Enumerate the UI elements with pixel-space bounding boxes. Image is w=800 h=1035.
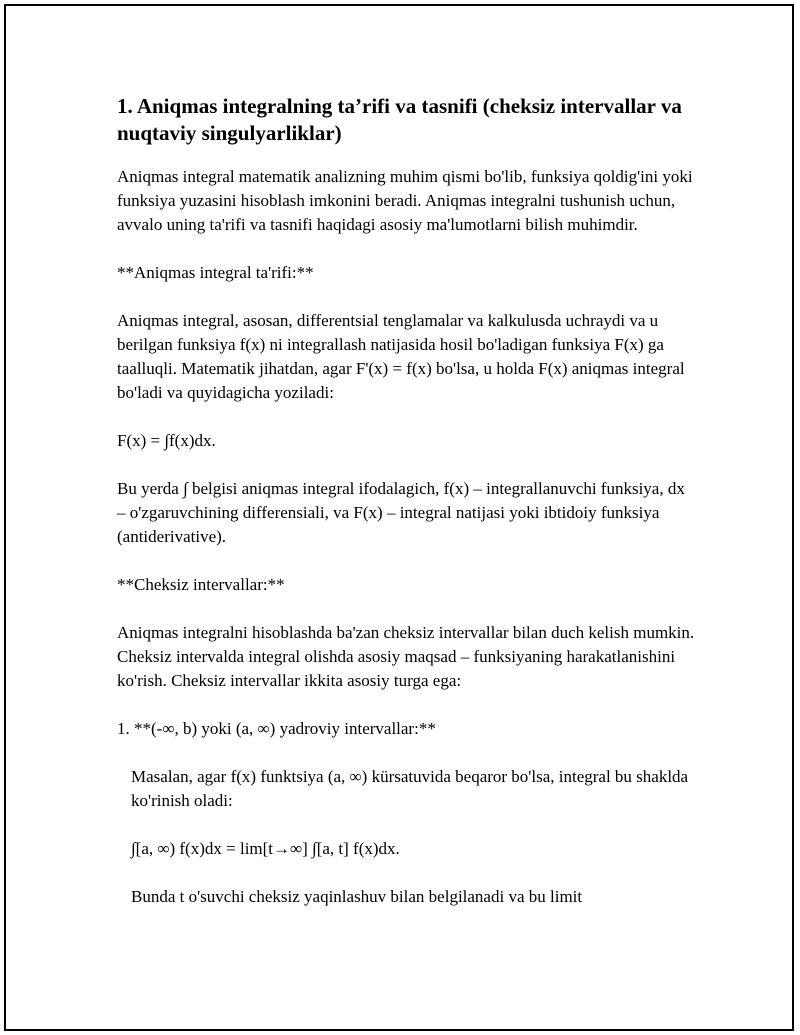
document-body	[117, 93, 697, 933]
definition-paragraph: Aniqmas integral, asosan, differentsial tenglamalar va kalkulusda uchraydi va u berilgan funksiya f(x) ni integrallash natijasida hosil bo'ladigan funksiya F(x) ga taalluqli. Matematik jihatdan, agar F'(x) = f(x) bo'lsa, u holda F(x) aniqmas integral bo'ladi va quyidagicha yoziladi:	[117, 311, 685, 402]
intro-paragraph: Aniqmas integral matematik analizning muhim qismi bo'lib, funksiya qoldig'ini yoki funksiya yuzasini hisoblash imkonini beradi. Aniqmas integralni tushunish uchun, avvalo uning ta'rifi va tasnifi haqidagi asosiy ma'lumotlarni bilish muhimdir.	[117, 167, 693, 234]
limit-explanation: Bunda t o'suvchi cheksiz yaqinlashuv bilan belgilanadi va bu limit	[131, 887, 583, 906]
improper-integral-formula: ∫[a, ∞) f(x)dx = lim[t→∞] ∫[a, t] f(x)dx.	[131, 839, 400, 858]
infinite-intervals-subheading: **Cheksiz intervallar:**	[117, 575, 285, 594]
list-item-1-heading: 1. **(-∞, b) yoki (a, ∞) yadroviy intervallar:**	[117, 719, 436, 738]
section-heading: 1. Aniqmas integralning ta’rifi va tasnifi (cheksiz intervallar va nuqtaviy singulyarliklar)	[117, 94, 682, 145]
definition-subheading: **Aniqmas integral ta'rifi:**	[117, 263, 314, 282]
list-item-1-example: Masalan, agar f(x) funktsiya (a, ∞) kürsatuvida beqaror bo'lsa, integral bu shaklda ko'rinish oladi:	[131, 767, 689, 810]
definition-formula: F(x) = ∫f(x)dx.	[117, 431, 216, 450]
notation-paragraph: Bu yerda ∫ belgisi aniqmas integral ifodalagich, f(x) – integrallanuvchi funksiya, dx – o'zgaruvchining differensiali, va F(x) – integral natijasi yoki ibtidoiy funksiya (antiderivative).	[117, 479, 685, 546]
infinite-intervals-paragraph: Aniqmas integralni hisoblashda ba'zan cheksiz intervallar bilan duch kelish mumkin. Cheksiz intervalda integral olishda asosiy maqsad – funksiyaning harakatlanishini ko'rish. Cheksiz intervallar ikkita asosiy turga ega:	[117, 623, 695, 690]
